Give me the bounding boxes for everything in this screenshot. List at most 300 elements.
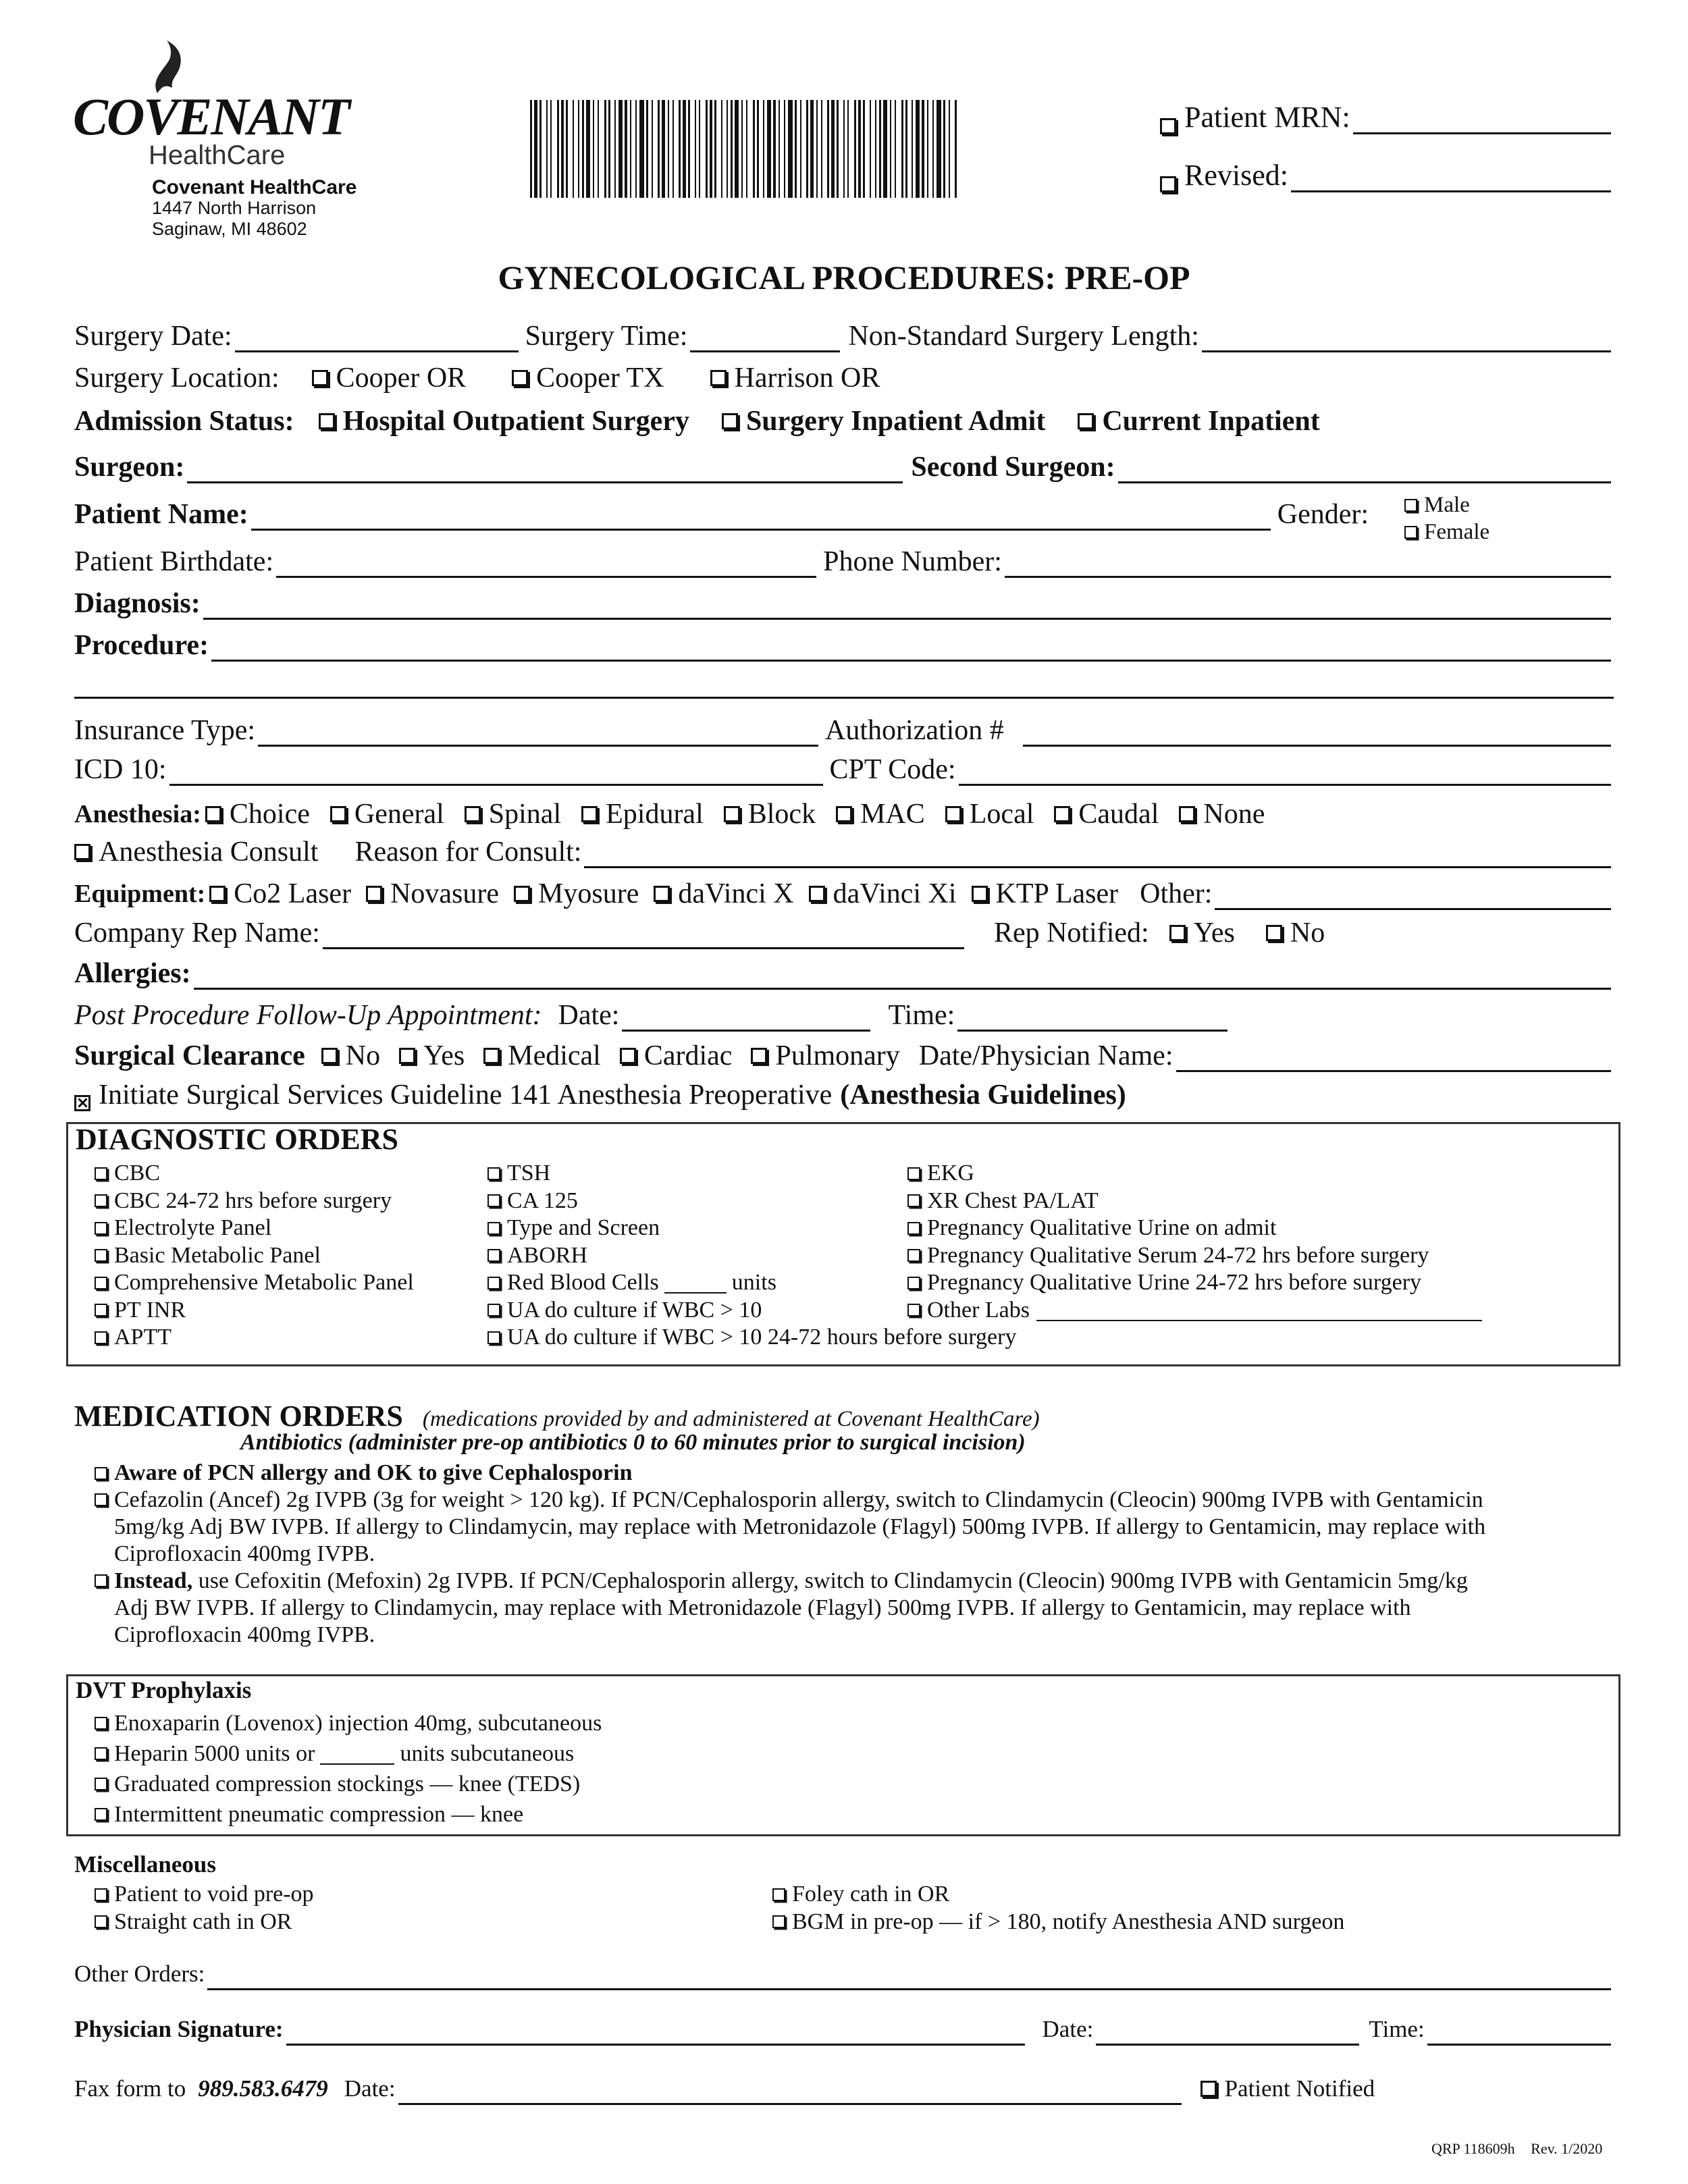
admission-inpatient-admit[interactable]	[722, 405, 1045, 437]
surgery-location-row	[74, 362, 1614, 394]
order-checkbox[interactable]	[487, 1331, 500, 1344]
barcode-bar	[534, 100, 537, 198]
equipment-option[interactable]	[366, 878, 499, 910]
allergies-row	[74, 957, 1614, 990]
followup-time-label: Time:	[888, 1000, 955, 1031]
order-checkbox[interactable]	[95, 1222, 107, 1235]
barcode-bar	[875, 100, 876, 198]
admission-option-label: Hospital Outpatient Surgery	[342, 406, 689, 437]
barcode-bar	[932, 100, 934, 198]
clearance-option-label: Yes	[423, 1040, 465, 1071]
misc-straight-cath[interactable]	[95, 1909, 314, 1936]
surgery-date-input[interactable]	[235, 326, 519, 352]
signature-date-input[interactable]	[1096, 2023, 1359, 2046]
insurance-input[interactable]	[258, 720, 818, 747]
diagnostic-order[interactable]	[907, 1215, 1482, 1242]
rbc-units-input[interactable]	[664, 1272, 727, 1294]
surgery-date-label: Surgery Date:	[74, 321, 232, 352]
dvt-pneumatic[interactable]	[95, 1799, 602, 1830]
order-checkbox[interactable]	[95, 1249, 107, 1262]
barcode-bar	[795, 100, 797, 198]
mrn-line[interactable]	[1353, 108, 1611, 134]
order-text: PT INR	[114, 1297, 186, 1323]
dvt-heparin-text: Heparin 5000 units or	[114, 1741, 315, 1766]
order-checkbox[interactable]	[95, 1331, 107, 1344]
dvt-heparin[interactable]	[95, 1738, 602, 1769]
equipment-option-label: daVinci Xi	[833, 878, 957, 909]
medication-header	[74, 1399, 1040, 1433]
equipment-option[interactable]	[514, 878, 639, 910]
diagnostic-col-1	[95, 1160, 414, 1352]
icd-label: ICD 10:	[74, 754, 167, 785]
antibiotics-heading: Antibiotics (administer pre-op antibiotics 0 to 60 minutes prior to surgical incision)	[240, 1430, 1026, 1455]
diagnosis-row	[74, 587, 1614, 620]
pcn-order[interactable]	[95, 1460, 1620, 1487]
order-checkbox[interactable]	[907, 1277, 920, 1289]
guideline-row[interactable]	[74, 1079, 1614, 1111]
order-text: Electrolyte Panel	[114, 1215, 272, 1240]
cefazolin-checkbox[interactable]	[95, 1493, 107, 1506]
admission-option-label: Current Inpatient	[1102, 406, 1320, 437]
revised-checkbox[interactable]	[1160, 176, 1176, 192]
rep-notified-label: Rep Notified:	[993, 917, 1149, 949]
phone-label: Phone Number:	[823, 546, 1002, 577]
order-checkbox[interactable]	[487, 1249, 500, 1262]
barcode-bar	[706, 100, 708, 198]
misc-checkbox[interactable]	[772, 1915, 785, 1928]
icd-input[interactable]	[169, 760, 823, 786]
admission-outpatient[interactable]	[319, 405, 689, 437]
anesthesia-option-label: MAC	[860, 799, 925, 830]
cpt-input[interactable]	[959, 760, 1611, 786]
order-checkbox[interactable]	[907, 1304, 920, 1316]
other-orders-label: Other Orders:	[74, 1961, 205, 1987]
diagnostic-order[interactable]	[907, 1188, 1482, 1215]
barcode-bar	[618, 100, 623, 198]
dvt-pneumatic-text: Intermittent pneumatic compression — knee	[114, 1802, 524, 1827]
order-checkbox[interactable]	[907, 1222, 920, 1235]
company-rep-row	[74, 917, 1614, 949]
rep-notified-checkbox[interactable]	[1169, 925, 1186, 941]
pcn-checkbox[interactable]	[95, 1467, 107, 1480]
followup-label: Post Procedure Follow-Up Appointment:	[74, 1000, 542, 1031]
barcode-bar	[721, 100, 722, 198]
location-cooper-tx[interactable]	[512, 362, 664, 394]
equipment-option-label: Myosure	[538, 878, 639, 909]
barcode-bar	[821, 100, 822, 198]
cefoxitin-line: use Cefoxitin (Mefoxin) 2g IVPB. If PCN/Cephalosporin allergy, switch to Clindamycin (Cleocin) 900mg IVPB with Gentamicin 5mg/kg	[192, 1568, 1468, 1593]
rep-no-label: No	[1290, 917, 1325, 949]
anesthesia-option-label: Choice	[229, 799, 310, 830]
barcode-bar	[949, 100, 950, 198]
insurance-row	[74, 714, 1614, 747]
clearance-option-label: Cardiac	[643, 1040, 733, 1071]
equipment-option-checkbox[interactable]	[972, 886, 988, 902]
diagnostic-col-3	[907, 1160, 1482, 1324]
anesthesia-option-label: None	[1203, 799, 1265, 830]
allergies-input[interactable]	[194, 963, 1611, 990]
barcode-bar	[593, 100, 594, 198]
dvt-checkbox[interactable]	[95, 1747, 107, 1760]
equipment-option-label: Co2 Laser	[234, 878, 352, 909]
diagnostic-order[interactable]	[95, 1215, 414, 1242]
anesthesia-option[interactable]	[1054, 798, 1159, 830]
diagnostic-order[interactable]	[95, 1242, 414, 1270]
org-address	[152, 177, 357, 240]
form-code: QRP 118609h	[1431, 2140, 1515, 2157]
anesthesia-option[interactable]	[205, 798, 310, 830]
cefazolin-line: 5mg/kg Adj BW IVPB. If allergy to Clindamycin, may replace with Metronidazole (Flagyl) 500mg IVPB. If allergy to Gentamicin, may replace with	[114, 1514, 1486, 1539]
equipment-option[interactable]	[809, 878, 957, 910]
dvt-checkbox[interactable]	[95, 1808, 107, 1821]
order-text: EKG	[927, 1161, 974, 1186]
logo	[73, 39, 349, 170]
order-text: CA 125	[507, 1188, 578, 1213]
barcode-bar	[630, 100, 631, 198]
barcode-bar	[530, 100, 532, 198]
dvt-heparin-units-text: units subcutaneous	[400, 1741, 575, 1766]
procedure-input[interactable]	[211, 635, 1611, 662]
barcode-bar	[714, 100, 716, 198]
anesthesia-option-checkbox[interactable]	[330, 806, 346, 822]
barcode-bar	[561, 100, 564, 198]
gender-checkbox[interactable]	[1404, 499, 1417, 512]
equipment-other-label: Other:	[1140, 878, 1213, 909]
barcode-bar	[695, 100, 696, 198]
barcode-bar	[662, 100, 665, 198]
clearance-option[interactable]	[751, 1040, 899, 1072]
barcode-bar	[731, 100, 733, 198]
revised-line[interactable]	[1291, 166, 1611, 192]
barcode-bar	[895, 100, 896, 198]
clearance-row	[74, 1040, 1614, 1072]
cefoxitin-checkbox[interactable]	[95, 1574, 107, 1587]
mrn-label: Patient MRN:	[1184, 101, 1350, 134]
signature-input[interactable]	[286, 2023, 1025, 2046]
diagnostic-order-other-labs[interactable]	[907, 1297, 1482, 1325]
diagnostic-order[interactable]	[95, 1188, 414, 1215]
order-checkbox[interactable]	[95, 1277, 107, 1289]
barcode	[530, 100, 959, 198]
misc-title: Miscellaneous	[74, 1851, 216, 1877]
barcode-bar	[806, 100, 808, 198]
barcode-bar	[735, 100, 739, 198]
equipment-other-input[interactable]	[1215, 884, 1611, 910]
anesthesia-option-checkbox[interactable]	[1054, 806, 1070, 822]
misc-void[interactable]	[95, 1881, 314, 1909]
location-checkbox[interactable]	[512, 370, 528, 386]
gender-female[interactable]	[1404, 518, 1489, 545]
order-checkbox[interactable]	[907, 1249, 920, 1262]
surgeon-row	[74, 451, 1614, 483]
fax-number: 989.583.6479	[198, 2075, 328, 2102]
barcode-bar	[586, 100, 590, 198]
guideline-checked-checkbox[interactable]	[74, 1095, 90, 1111]
anesthesia-option[interactable]	[945, 798, 1034, 830]
anesthesia-option-label: Spinal	[488, 799, 562, 830]
order-checkbox[interactable]	[487, 1277, 500, 1289]
barcode-bar	[883, 100, 887, 198]
surgery-time-input[interactable]	[690, 326, 840, 352]
equipment-option-label: KTP Laser	[995, 878, 1119, 909]
cefazolin-order[interactable]	[95, 1487, 1620, 1568]
equipment-option-checkbox[interactable]	[809, 886, 825, 902]
revised-label: Revised:	[1184, 159, 1288, 192]
order-checkbox[interactable]	[907, 1167, 920, 1180]
procedure-extra-line[interactable]	[74, 672, 1614, 699]
barcode-bar	[546, 100, 548, 198]
second-surgeon-input[interactable]	[1118, 457, 1611, 483]
diagnostic-order[interactable]	[907, 1242, 1482, 1270]
misc-foley[interactable]	[772, 1881, 1344, 1909]
patient-notified[interactable]	[1201, 2073, 1375, 2105]
dvt-title: DVT Prophylaxis	[76, 1677, 252, 1703]
clearance-option[interactable]	[321, 1040, 380, 1072]
barcode-bar	[827, 100, 829, 198]
logo-word: COVENANT	[73, 87, 349, 146]
fax-label: Fax form to	[74, 2075, 186, 2102]
equipment-option-checkbox[interactable]	[514, 886, 530, 902]
diagnostic-order[interactable]	[95, 1324, 414, 1352]
barcode-bar	[837, 100, 839, 198]
admission-current-inpatient[interactable]	[1078, 405, 1319, 437]
barcode-bar	[598, 100, 599, 198]
birthdate-input[interactable]	[276, 552, 816, 578]
order-text: Red Blood Cells	[507, 1270, 659, 1295]
clearance-option-label: No	[345, 1040, 381, 1071]
equipment-label: Equipment:	[74, 880, 206, 908]
rep-notified-no[interactable]	[1266, 917, 1325, 949]
dvt-checkbox[interactable]	[95, 1717, 107, 1730]
dvt-stockings[interactable]	[95, 1769, 602, 1799]
order-checkbox[interactable]	[487, 1167, 500, 1180]
barcode-bar	[658, 100, 660, 198]
equipment-option[interactable]	[209, 878, 351, 910]
misc-right	[772, 1881, 1344, 1936]
equipment-option[interactable]	[654, 878, 793, 910]
cefoxitin-order[interactable]	[95, 1568, 1620, 1649]
patient-notified-checkbox[interactable]	[1201, 2081, 1217, 2097]
logo-sub: HealthCare	[149, 140, 286, 170]
anesthesia-option-label: Block	[747, 799, 816, 830]
rep-notified-yes[interactable]	[1169, 917, 1235, 949]
diagnostic-order[interactable]	[487, 1324, 1016, 1352]
diagnostic-order[interactable]	[907, 1160, 1482, 1188]
insurance-label: Insurance Type:	[74, 715, 256, 746]
phone-input[interactable]	[1005, 552, 1611, 578]
clearance-option-label: Pulmonary	[775, 1040, 900, 1071]
barcode-bar	[604, 100, 606, 198]
location-harrison-or[interactable]	[710, 362, 880, 394]
followup-date-input[interactable]	[622, 1005, 870, 1032]
order-checkbox[interactable]	[907, 1194, 920, 1207]
fax-date-input[interactable]	[398, 2083, 1182, 2105]
barcode-bar	[741, 100, 743, 198]
gender-male[interactable]	[1404, 491, 1489, 518]
location-label: Cooper TX	[536, 363, 664, 394]
other-labs-input[interactable]	[1036, 1300, 1482, 1321]
order-checkbox[interactable]	[95, 1194, 107, 1207]
anesthesia-consult[interactable]	[74, 836, 318, 868]
barcode-bar	[831, 100, 835, 198]
icd-row	[74, 753, 1614, 786]
rbc-units-label: units	[731, 1270, 776, 1295]
equipment-option-checkbox[interactable]	[654, 886, 670, 902]
anesthesia-option-checkbox[interactable]	[724, 806, 740, 822]
allergies-label: Allergies:	[74, 958, 191, 989]
anesthesia-option[interactable]	[581, 798, 704, 830]
anesthesia-option[interactable]	[724, 798, 816, 830]
rep-notified-checkbox[interactable]	[1266, 925, 1282, 941]
barcode-bar	[773, 100, 776, 198]
order-checkbox[interactable]	[487, 1222, 500, 1235]
order-text: ABORH	[507, 1242, 588, 1268]
equipment-option-checkbox[interactable]	[366, 886, 382, 902]
dvt-stockings-text: Graduated compression stockings — knee (TEDS)	[114, 1772, 581, 1796]
misc-checkbox[interactable]	[772, 1888, 785, 1901]
signature-time-input[interactable]	[1427, 2023, 1611, 2046]
anesthesia-option-checkbox[interactable]	[205, 806, 221, 822]
anesthesia-option-label: Local	[969, 799, 1034, 830]
misc-text: Patient to void pre-op	[114, 1882, 314, 1907]
mrn-field[interactable]	[1160, 100, 1614, 134]
equipment-option-checkbox[interactable]	[209, 886, 226, 902]
company-rep-label: Company Rep Name:	[74, 917, 320, 949]
cefazolin-line: Cefazolin (Ancef) 2g IVPB (3g for weight > 120 kg). If PCN/Cephalosporin allergy, switch to Clindamycin (Cleocin) 900mg IVPB with Gentamicin	[114, 1487, 1483, 1512]
barcode-bar	[639, 100, 644, 198]
surgery-time-label: Surgery Time:	[525, 321, 688, 352]
anesthesia-option[interactable]	[836, 798, 925, 830]
barcode-bar	[566, 100, 568, 198]
procedure-row	[74, 629, 1614, 662]
location-cooper-or[interactable]	[312, 362, 467, 394]
clearance-option[interactable]	[483, 1040, 601, 1072]
anesthesia-option-checkbox[interactable]	[581, 806, 598, 822]
clearance-option-label: Medical	[508, 1040, 601, 1071]
address-line-2: Saginaw, MI 48602	[152, 219, 307, 239]
barcode-bar	[955, 100, 957, 198]
misc-left	[95, 1881, 314, 1936]
barcode-bar	[858, 100, 861, 198]
dvt-enox-text: Enoxaparin (Lovenox) injection 40mg, subcutaneous	[114, 1711, 602, 1736]
gender-options	[1404, 491, 1489, 545]
surgery-length-input[interactable]	[1202, 326, 1611, 352]
diagnostic-order[interactable]	[907, 1269, 1482, 1297]
barcode-bar	[582, 100, 584, 198]
anesthesia-row	[74, 798, 1614, 830]
anesthesia-option-checkbox[interactable]	[836, 806, 852, 822]
barcode-bar	[879, 100, 881, 198]
anesthesia-option[interactable]	[1179, 798, 1265, 830]
order-checkbox[interactable]	[95, 1167, 107, 1180]
barcode-bar	[854, 100, 856, 198]
diagnostic-order[interactable]	[95, 1297, 414, 1325]
admission-label: Admission Status:	[74, 406, 294, 437]
antibiotic-orders	[95, 1460, 1620, 1649]
admission-checkbox[interactable]	[1078, 413, 1094, 429]
misc-bgm[interactable]	[772, 1909, 1344, 1936]
clearance-option-checkbox[interactable]	[483, 1048, 500, 1064]
barcode-bar	[625, 100, 627, 198]
diagnostic-orders-title: DIAGNOSTIC ORDERS	[76, 1123, 398, 1156]
followup-time-input[interactable]	[957, 1005, 1228, 1032]
order-checkbox[interactable]	[487, 1194, 500, 1207]
location-checkbox[interactable]	[710, 370, 727, 386]
page-title: GYNECOLOGICAL PROCEDURES: PRE-OP	[498, 259, 1190, 296]
barcode-bar	[727, 100, 728, 198]
surgeon-input[interactable]	[187, 457, 903, 483]
clearance-option[interactable]	[620, 1040, 733, 1072]
barcode-bar	[784, 100, 785, 198]
order-checkbox[interactable]	[487, 1304, 500, 1316]
misc-checkbox[interactable]	[95, 1915, 107, 1928]
clearance-option-checkbox[interactable]	[321, 1048, 338, 1064]
barcode-bar	[905, 100, 907, 198]
guideline-text: Initiate Surgical Services Guideline 141 Anesthesia Preoperative	[99, 1080, 833, 1111]
consult-reason-input[interactable]	[584, 842, 1611, 868]
anesthesia-consult-checkbox[interactable]	[74, 844, 90, 860]
barcode-bar	[927, 100, 928, 198]
admission-checkbox[interactable]	[319, 413, 335, 429]
barcode-bar	[810, 100, 814, 198]
gender-checkbox[interactable]	[1404, 526, 1417, 539]
admission-checkbox[interactable]	[722, 413, 738, 429]
clearance-physician-input[interactable]	[1176, 1046, 1612, 1072]
clearance-option-checkbox[interactable]	[620, 1048, 636, 1064]
patient-name-input[interactable]	[251, 504, 1271, 531]
equipment-option-label: Novasure	[390, 878, 500, 909]
diagnostic-order[interactable]	[95, 1269, 414, 1297]
barcode-bar	[672, 100, 674, 198]
anesthesia-option[interactable]	[330, 798, 444, 830]
other-orders-input[interactable]	[207, 1968, 1611, 1990]
anesthesia-option-checkbox[interactable]	[1179, 806, 1195, 822]
diagnosis-input[interactable]	[203, 593, 1611, 620]
admission-option-label: Surgery Inpatient Admit	[745, 406, 1046, 437]
barcode-bar	[763, 100, 764, 198]
dvt-enoxaparin[interactable]	[95, 1708, 602, 1738]
equipment-option-label: daVinci X	[678, 878, 794, 909]
company-rep-input[interactable]	[323, 923, 964, 949]
order-checkbox[interactable]	[95, 1304, 107, 1316]
equipment-row	[74, 878, 1614, 910]
clearance-option-checkbox[interactable]	[399, 1048, 415, 1064]
cefazolin-line: Ciprofloxacin 400mg IVPB.	[114, 1541, 375, 1566]
authorization-input[interactable]	[1023, 720, 1611, 747]
equipment-option[interactable]	[972, 878, 1119, 910]
diagnostic-order[interactable]	[95, 1160, 414, 1188]
order-text: Comprehensive Metabolic Panel	[114, 1270, 414, 1295]
clearance-physician-label: Date/Physician Name:	[918, 1040, 1173, 1071]
dvt-checkbox[interactable]	[95, 1778, 107, 1790]
mrn-checkbox[interactable]	[1160, 118, 1176, 134]
barcode-bar	[578, 100, 579, 198]
misc-checkbox[interactable]	[95, 1888, 107, 1901]
barcode-bar	[870, 100, 871, 198]
anesthesia-option[interactable]	[465, 798, 561, 830]
anesthesia-option-checkbox[interactable]	[465, 806, 481, 822]
barcode-bar	[863, 100, 865, 198]
order-text: Basic Metabolic Panel	[114, 1242, 321, 1268]
clearance-option[interactable]	[399, 1040, 465, 1072]
clearance-option-checkbox[interactable]	[751, 1048, 767, 1064]
barcode-bar	[635, 100, 637, 198]
location-checkbox[interactable]	[312, 370, 328, 386]
revised-field[interactable]	[1160, 158, 1614, 192]
anesthesia-option-checkbox[interactable]	[945, 806, 961, 822]
admission-row	[74, 405, 1614, 437]
heparin-units-input[interactable]	[320, 1743, 394, 1765]
